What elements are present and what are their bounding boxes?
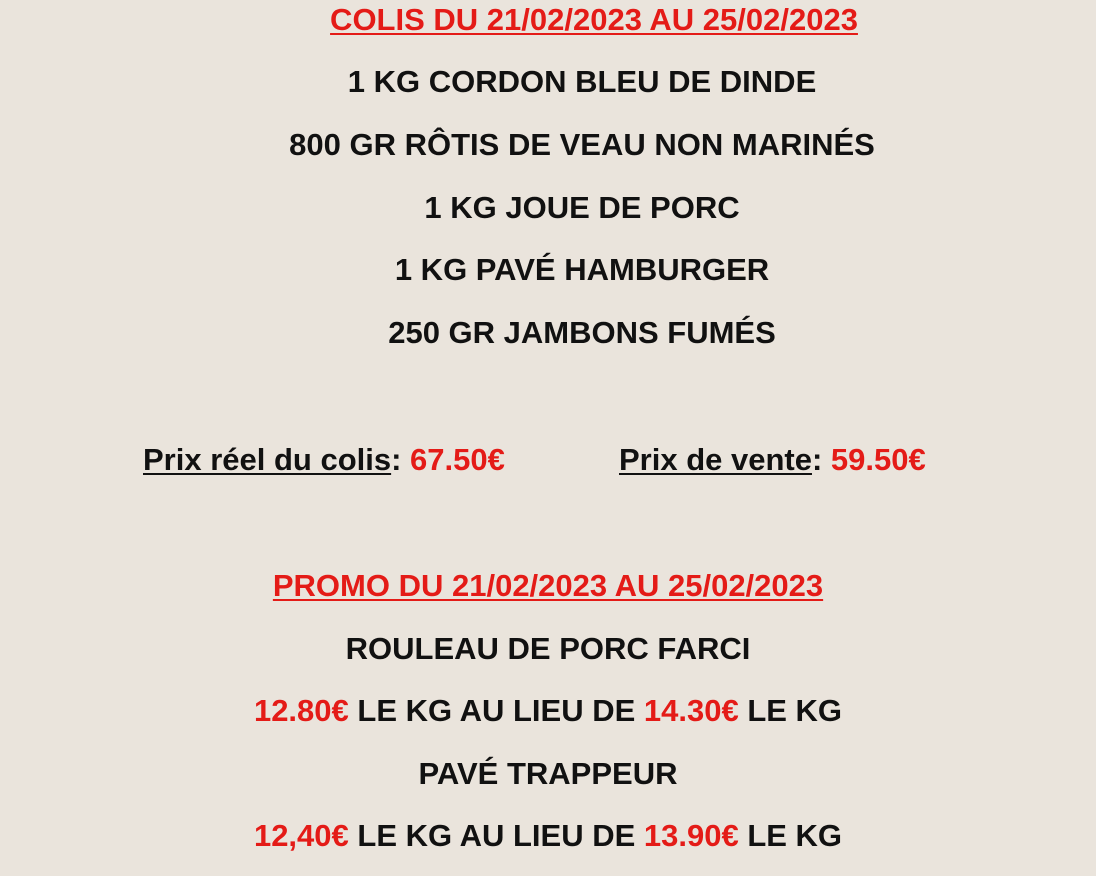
sale-price-value: 59.50€ [830,442,926,477]
promo-middle-text: LE KG AU LIEU DE [348,693,644,728]
promo-unit-text: LE KG [738,818,843,853]
promo-price-line [254,818,842,854]
promo-price: 12,40€ [253,818,349,853]
real-price-row [143,442,505,478]
real-price-label: Prix réel du colis [143,442,392,477]
promo-price-line [254,693,842,729]
colis-item: 1 KG JOUE DE PORC [424,190,740,225]
colis-title-text: COLIS DU 21/02/2023 AU 25/02/2023 [330,2,858,37]
promo-title [273,568,823,604]
promo-product-name: ROULEAU DE PORC FARCI [345,631,751,666]
old-price: 14.30€ [643,693,739,728]
sale-price-row [619,442,926,478]
promo-unit-text: LE KG [738,693,843,728]
promo-title-text: PROMO DU 21/02/2023 AU 25/02/2023 [272,568,824,603]
colis-item: 800 GR RÔTIS DE VEAU NON MARINÉS [289,127,875,162]
promo-price: 12.80€ [253,693,349,728]
old-price: 13.90€ [643,818,739,853]
colis-item: 250 GR JAMBONS FUMÉS [388,315,776,350]
promo-middle-text: LE KG AU LIEU DE [348,818,644,853]
promo-product-name: PAVÉ TRAPPEUR [418,756,678,791]
colis-item: 1 KG CORDON BLEU DE DINDE [347,64,817,99]
colis-title [330,2,858,38]
real-price-colon: : [391,442,411,477]
colis-item: 1 KG PAVÉ HAMBURGER [394,252,770,287]
sale-price-colon: : [811,442,831,477]
sale-price-label: Prix de vente [619,442,812,477]
real-price-value: 67.50€ [410,442,505,477]
